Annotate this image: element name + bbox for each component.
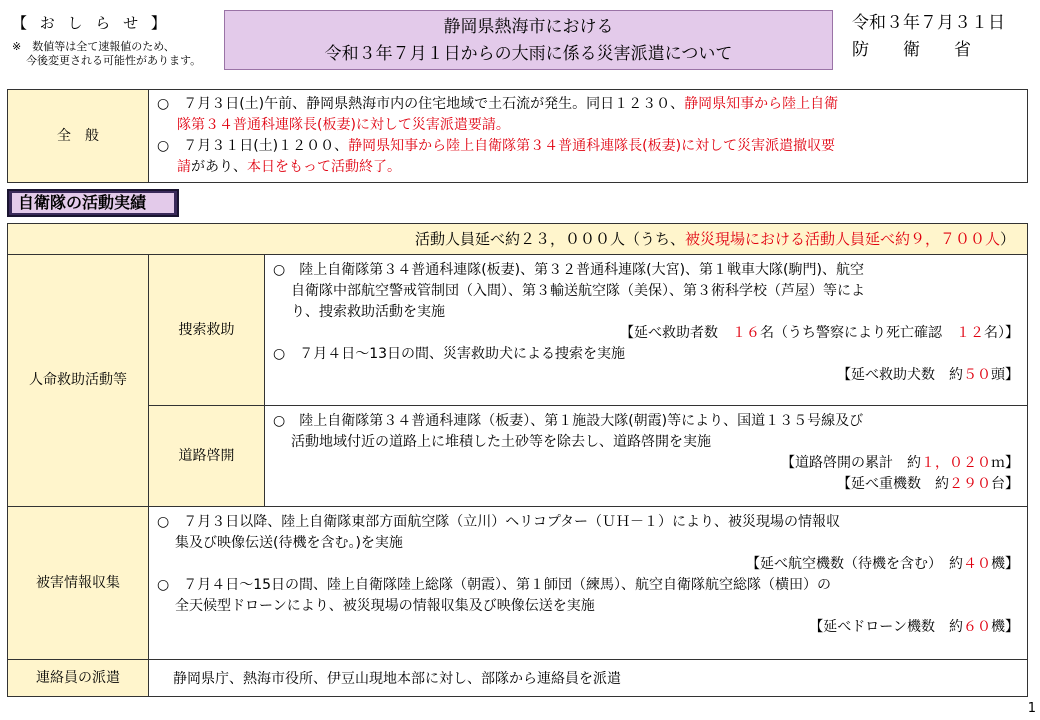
text: ○ ７月３１日(土)１２００、: [157, 138, 349, 154]
value: ４０: [963, 556, 991, 572]
overview-paragraph-1-cont: [157, 115, 1019, 136]
disclaimer-line-2: 今後変更される可能性があります。: [26, 54, 202, 67]
info-paragraph-1-line-1: ○ ７月３日以降、陸上自衛隊東部方面航空隊（立川）ヘリコプター（ＵＨ－１）により、被災現場の情報収: [157, 514, 840, 530]
search-paragraph-1-line-1: ○ 陸上自衛隊第３４普通科連隊(板妻)、第３２普通科連隊(大宮)、第１戦車大隊(駒門)、航空: [273, 262, 864, 278]
highlight: 静岡県知事から陸上自衛: [684, 96, 839, 112]
page-number: 1: [1027, 701, 1036, 716]
section-heading-text: 自衛隊の活動実績: [12, 193, 174, 213]
text: があり、: [191, 159, 247, 175]
text: 【延べ救助犬数 約: [837, 367, 963, 383]
highlight: 隊第３４普通科連隊長(板妻)に対して災害派遣要請。: [177, 117, 510, 133]
search-rescue-content: [265, 255, 1028, 406]
info-paragraph-2-line-2: 全天候型ドローンにより、被災現場の情報収集及び映像伝送を実施: [175, 598, 595, 614]
disclaimer-line-1: ※ 数値等は全て速報値のため、: [12, 40, 175, 53]
overview-label: 全 般: [8, 90, 149, 183]
info-paragraph-1-line-2: 集及び映像伝送(待機を含む。)を実施: [175, 535, 403, 551]
text: 【道路啓開の累計 約: [781, 455, 921, 471]
text: 名（うち警察により死亡確認: [760, 325, 956, 341]
overview-content: [149, 90, 1028, 183]
rescue-label: 人命救助活動等: [8, 255, 149, 507]
search-rescue-label: 捜索救助: [149, 255, 265, 406]
road-paragraph-line-2: 活動地域付近の道路上に堆積した土砂等を除去し、道路啓開を実施: [291, 434, 711, 450]
summary-highlight: 被災現場における活動人員延べ約９，７００人: [684, 229, 1000, 248]
info-gathering-label: 被害情報収集: [8, 507, 149, 660]
overview-paragraph-1: [157, 94, 1019, 115]
value: １，０２０: [921, 455, 991, 471]
overview-paragraph-2: [157, 136, 1019, 157]
text: 機】: [991, 619, 1019, 635]
value: １２: [956, 325, 984, 341]
notice-heading: 【 お し ら せ 】: [12, 14, 170, 32]
text: 【延べ航空機数（待機を含む） 約: [746, 556, 963, 572]
document-title: [224, 10, 833, 70]
road-clearing-label: 道路啓開: [149, 406, 265, 507]
info-gathering-content: [149, 507, 1028, 660]
text: ｍ】: [991, 455, 1019, 471]
text: 機】: [991, 556, 1019, 572]
value: １６: [732, 325, 760, 341]
summary-text: 活動人員延べ約２３，０００人（うち、: [414, 229, 685, 248]
value: ６０: [963, 619, 991, 635]
personnel-summary: [8, 224, 1028, 255]
issue-info: [852, 10, 1032, 64]
liaison-label: 連絡員の派遣: [8, 660, 149, 697]
overview-table: [7, 89, 1028, 183]
activities-table: [7, 223, 1028, 697]
search-paragraph-1-line-2: 自衛隊中部航空警戒管制団（入間）、第３輸送航空隊（美保）、第３術科学校（芦屋）等によ: [291, 283, 865, 299]
road-clearing-content: [265, 406, 1028, 507]
value: ５０: [963, 367, 991, 383]
search-paragraph-2: ○ ７月４日～13日の間、災害救助犬による捜索を実施: [273, 346, 626, 362]
heavy-machinery-stat: [273, 474, 1023, 495]
overview-paragraph-2-cont: [157, 157, 1019, 178]
liaison-content: 静岡県庁、熱海市役所、伊豆山現地本部に対し、部隊から連絡員を派遣: [149, 660, 1028, 697]
search-paragraph-1-line-3: り、捜索救助活動を実施: [291, 304, 445, 320]
highlight: 静岡県知事から陸上自衛隊第３４普通科連隊長(板妻)に対して災害派遣撤収要: [348, 138, 836, 154]
text: 台】: [991, 476, 1019, 492]
issue-date: 令和３年７月３１日: [852, 13, 1005, 33]
disclaimer-note: [12, 40, 222, 68]
highlight: 請: [177, 159, 191, 175]
drone-stat: [157, 617, 1023, 638]
aircraft-stat: [157, 554, 1023, 575]
summary-close: ）: [999, 229, 1015, 248]
issuing-organization: 防衛省: [852, 40, 1005, 60]
section-heading: [7, 189, 179, 217]
text: 【延べ重機数 約: [837, 476, 949, 492]
text: 名）】: [984, 325, 1019, 341]
info-paragraph-2-line-1: ○ ７月４日～15日の間、陸上自衛隊陸上総隊（朝霞）、第１師団（練馬）、航空自衛隊航空総隊（横田）の: [157, 577, 832, 593]
road-distance-stat: [273, 453, 1023, 474]
highlight: 本日をもって活動終了。: [247, 159, 401, 175]
text: ○ ７月３日(土)午前、静岡県熱海市内の住宅地域で土石流が発生。同日１２３０、: [157, 96, 685, 112]
text: 【延べドローン機数 約: [809, 619, 963, 635]
text: 頭】: [991, 367, 1019, 383]
title-line-1: 静岡県熱海市における: [443, 17, 614, 37]
text: 【延べ救助者数: [620, 325, 732, 341]
rescue-dog-stat: [273, 365, 1023, 386]
road-paragraph-line-1: ○ 陸上自衛隊第３４普通科連隊（板妻）、第１施設大隊(朝霞)等により、国道１３５号線及び: [273, 413, 864, 429]
rescued-count-stat: [273, 323, 1023, 344]
value: ２９０: [949, 476, 991, 492]
title-line-2: 令和３年７月１日からの大雨に係る災害派遣について: [324, 44, 733, 64]
